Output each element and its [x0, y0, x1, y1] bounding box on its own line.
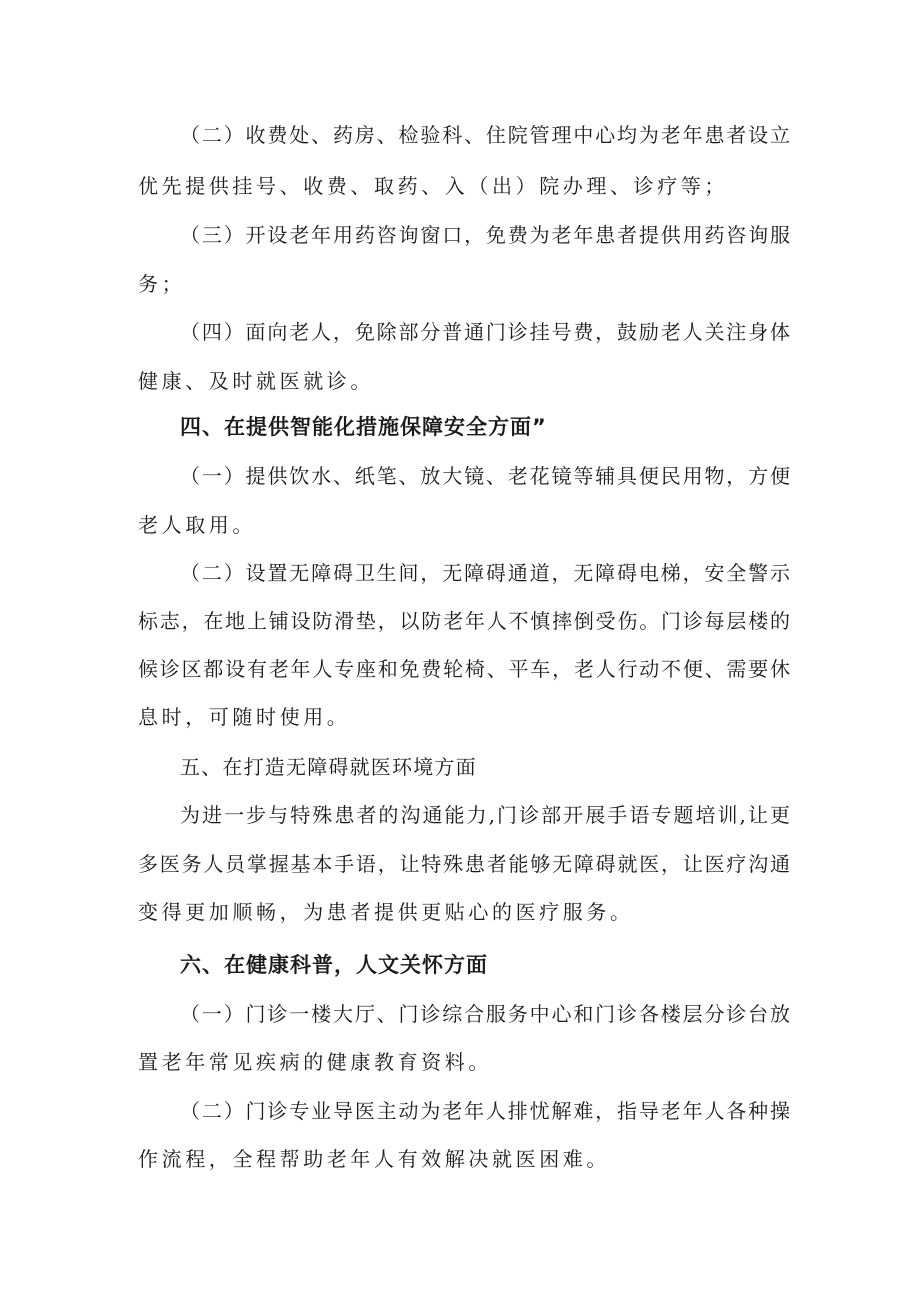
paragraph-2-line-2: 优先提供挂号、收费、取药、入（出）院办理、诊疗等；: [138, 174, 728, 198]
section-6-item-1-line-1: （一）门诊一楼大厅、门诊综合服务中心和门诊各楼层分诊台放: [180, 1002, 790, 1026]
section-5-paragraph-line-2: 多医务人员掌握基本手语，让特殊患者能够无障碍就医，让医疗沟通: [138, 852, 790, 876]
section-4-item-2-line-4: 息时，可随时使用。: [138, 705, 351, 729]
paragraph-4-line-1: （四）面向老人，免除部分普通门诊挂号费，鼓励老人关注身体: [180, 320, 790, 344]
paragraph-3-line-1: （三）开设老年用药咨询窗口，免费为老年患者提供用药咨询服: [180, 223, 790, 247]
section-4-item-1-line-1: （一）提供饮水、纸笔、放大镜、老花镜等辅具便民用物，方便: [180, 464, 790, 488]
section-4-item-2-line-1: （二）设置无障碍卫生间，无障碍通道，无障碍电梯，安全警示: [180, 561, 790, 585]
section-4-item-2-line-3: 候诊区都设有老年人专座和免费轮椅、平车，老人行动不便、需要休: [138, 657, 790, 681]
section-4-item-2-line-2: 标志，在地上铺设防滑垫，以防老年人不慎摔倒受伤。门诊每层楼的: [138, 609, 790, 633]
section-heading-5: 五、在打造无障碍就医环境方面: [180, 755, 477, 779]
section-6-item-2-line-1: （二）门诊专业导医主动为老年人排忧解难，指导老年人各种操: [180, 1099, 790, 1123]
section-6-item-2-line-2: 作流程，全程帮助老年人有效解决就医困难。: [138, 1147, 610, 1171]
paragraph-2-line-1: （二）收费处、药房、检验科、住院管理中心均为老年患者设立: [180, 123, 790, 147]
section-4-item-1-line-2: 老人取用。: [138, 513, 256, 537]
paragraph-4-line-2: 健康、及时就医就诊。: [138, 369, 374, 393]
section-heading-4: 四、在提供智能化措施保障安全方面”: [180, 415, 547, 439]
paragraph-3-line-2: 务；: [138, 272, 186, 296]
section-5-paragraph-line-1: 为进一步与特殊患者的沟通能力,门诊部开展手语专题培训,让更: [180, 803, 790, 827]
section-6-item-1-line-2: 置老年常见疾病的健康教育资料。: [138, 1050, 492, 1074]
section-5-paragraph-line-3: 变得更加顺畅，为患者提供更贴心的医疗服务。: [138, 900, 634, 924]
section-heading-6: 六、在健康科普，人文关怀方面: [180, 953, 488, 977]
